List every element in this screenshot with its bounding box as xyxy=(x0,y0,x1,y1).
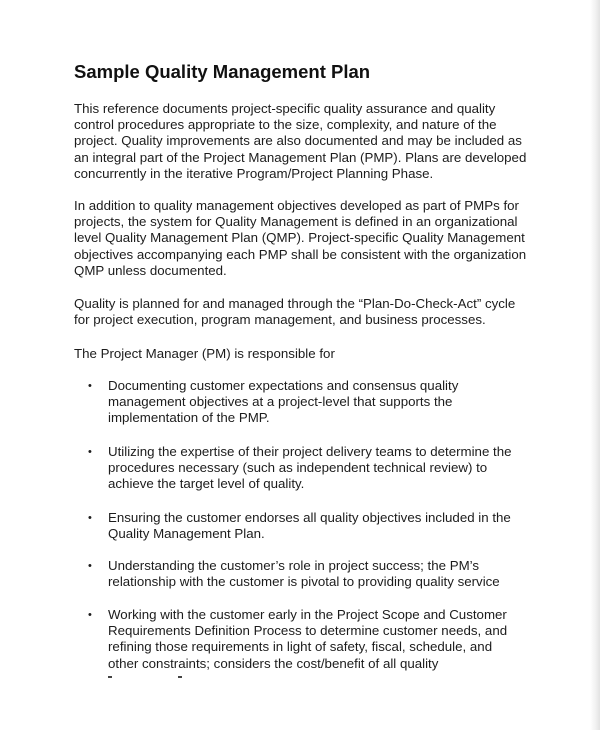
paragraph-line: level Quality Management Plan (QMP). Project-specific Quality Management xyxy=(74,230,525,246)
paragraph-qmp xyxy=(74,198,526,279)
paragraph-line: projects, the system for Quality Management is defined in an organizational xyxy=(74,214,518,230)
bullet-dot: • xyxy=(88,380,92,392)
paragraph-line: an integral part of the Project Management Plan (PMP). Plans are developed xyxy=(74,149,527,165)
bullet-text xyxy=(108,607,507,672)
paragraph-line: The Project Manager (PM) is responsible for xyxy=(74,346,335,361)
bullet-text xyxy=(108,558,500,590)
paragraph-line: project. Quality improvements are also documented and may be included as xyxy=(74,133,522,149)
bullet-text xyxy=(108,510,511,542)
bullet-dot: • xyxy=(88,609,92,621)
paragraph-pm-responsibility xyxy=(74,346,335,362)
bullet-line: procedures necessary (such as independent technical review) to xyxy=(108,460,488,476)
bullet-line: Documenting customer expectations and consensus quality xyxy=(108,378,459,393)
bullet-line: Quality Management Plan. xyxy=(108,526,265,542)
paragraph-line: Quality is planned for and managed through the “Plan-Do-Check-Act” cycle xyxy=(74,296,516,311)
paragraph-intro xyxy=(74,101,526,182)
bullet-line: implementation of the PMP. xyxy=(108,410,270,426)
document-title: Sample Quality Management Plan xyxy=(74,61,371,82)
paragraph-line: concurrently in the iterative Program/Project Planning Phase. xyxy=(74,165,434,181)
paragraph-line: QMP unless documented. xyxy=(74,262,227,278)
bullet-dot: • xyxy=(88,512,92,524)
paragraph-line: for project execution, program management, and business processes. xyxy=(74,312,486,328)
paragraph-line: This reference documents project-specific quality assurance and quality xyxy=(74,101,496,116)
bullet-dot: • xyxy=(88,560,92,572)
bullet-text xyxy=(108,444,512,493)
paragraph-line: In addition to quality management objectives developed as part of PMPs for xyxy=(74,198,519,213)
paragraph-pdca xyxy=(74,296,515,328)
bullet-line: Requirements Definition Process to determine customer needs, and xyxy=(108,623,508,639)
bullet-line: Understanding the customer’s role in project success; the PM’s xyxy=(108,558,480,573)
paragraph-line: objectives accompanying each PMP shall be consistent with the organization xyxy=(74,246,527,262)
bullet-line: Utilizing the expertise of their project delivery teams to determine the xyxy=(108,444,512,459)
bullet-dot: • xyxy=(88,446,92,458)
bullet-line: refining those requirements in light of safety, fiscal, schedule, and xyxy=(108,639,493,655)
bullet-line: management objectives at a project-level that supports the xyxy=(108,394,453,410)
page-edge-shadow xyxy=(590,0,600,730)
bullet-text xyxy=(108,378,458,427)
bullet-line: Ensuring the customer endorses all quality objectives included in the xyxy=(108,510,511,525)
bullet-line: relationship with the customer is pivotal to providing quality service xyxy=(108,574,500,590)
bullet-line: Working with the customer early in the Project Scope and Customer xyxy=(108,607,507,622)
paragraph-line: control procedures appropriate to the size, complexity, and nature of the xyxy=(74,117,497,133)
clipped-text-fragment xyxy=(108,676,198,680)
bullet-line: achieve the target level of quality. xyxy=(108,476,305,492)
bullet-line: other constraints; considers the cost/benefit of all quality xyxy=(108,655,439,671)
